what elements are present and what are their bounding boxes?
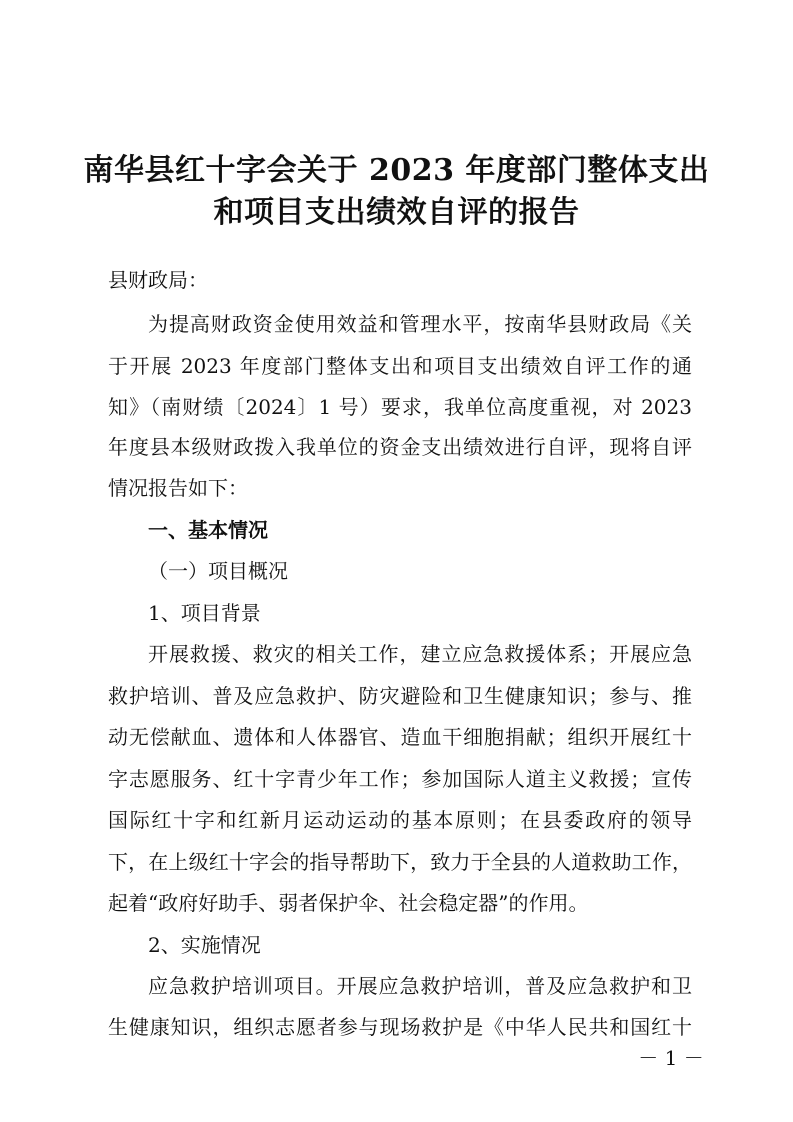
subsection-heading: （一）项目概况 — [148, 559, 288, 583]
paragraph-line: 国际红十字和红新月运动运动的基本原则；在县委政府的领导 — [108, 808, 692, 832]
paragraph-line: 于开展 2023 年度部门整体支出和项目支出绩效自评工作的通 — [108, 354, 692, 378]
document-title-line-2: 和项目支出绩效自评的报告 — [213, 195, 580, 230]
paragraph-line: 起着“政府好助手、弱者保护伞、社会稳定器”的作用。 — [108, 891, 589, 915]
paragraph-line: 动无偿献血、遗体和人体器官、造血干细胞捐献；组织开展红十 — [108, 725, 692, 749]
paragraph-line: 生健康知识，组织志愿者参与现场救护是《中华人民共和国红十 — [108, 1015, 692, 1039]
paragraph-line: 应急救护培训项目。开展应急救护培训，普及应急救护和卫 — [148, 974, 692, 998]
paragraph-line: 字志愿服务、红十字青少年工作；参加国际人道主义救援；宣传 — [108, 767, 692, 791]
paragraph-line: 开展救援、救灾的相关工作，建立应急救援体系；开展应急 — [148, 642, 692, 666]
paragraph-line: 为提高财政资金使用效益和管理水平，按南华县财政局《关 — [148, 312, 692, 336]
paragraph-line: 救护培训、普及应急救护、防灾避险和卫生健康知识；参与、推 — [108, 684, 692, 708]
item-heading: 2、实施情况 — [148, 933, 261, 957]
paragraph-line: 年度县本级财政拨入我单位的资金支出绩效进行自评，现将自评 — [108, 435, 692, 459]
section-heading: 一、基本情况 — [148, 518, 268, 542]
document-title-line-1: 南华县红十字会关于 2023 年度部门整体支出 — [83, 153, 710, 188]
paragraph-line: 下，在上级红十字会的指导帮助下，致力于全县的人道救助工作， — [108, 850, 692, 874]
item-heading: 1、项目背景 — [148, 601, 261, 625]
paragraph-line: 知》（南财绩〔2024〕1 号）要求，我单位高度重视，对 2023 — [108, 395, 692, 419]
salutation: 县财政局： — [108, 268, 208, 292]
page-number: － 1 － — [638, 1046, 704, 1070]
paragraph-line: 情况报告如下： — [108, 476, 248, 500]
